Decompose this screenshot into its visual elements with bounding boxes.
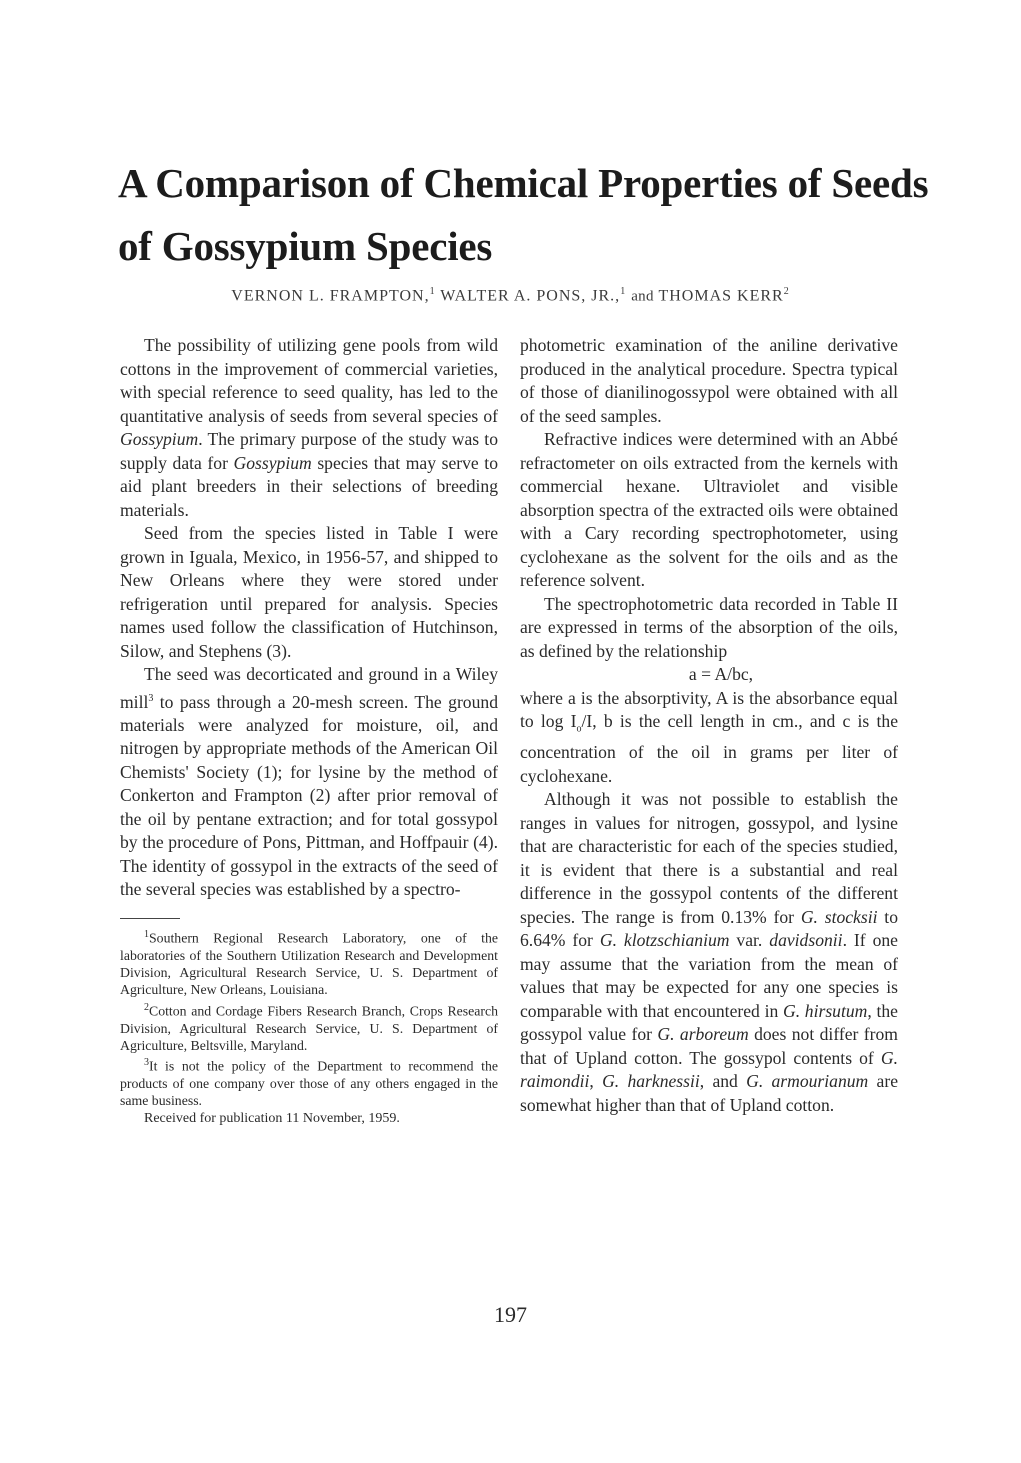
left-column xyxy=(120,334,498,1127)
body-paragraph: The seed was decorticated and ground in a Wiley mill$^3$ to pass through a 20-mesh screen. The ground materials were analyzed for moisture, oil, and nitrogen by appropriate methods of the American Oil Chemists' Society (1); for lysine by the method of Conkerton and Frampton (2) after prior removal of the oil by pentane extraction; and for total gossypol by the procedure of Pons, Pittman, and Hoffpauir (4). The identity of gossypol in the extracts of the seed of the several species was established by a spectro- xyxy=(120,664,498,900)
body-paragraph: Seed from the species listed in Table I were grown in Iguala, Mexico, in 1956-57, and shipped to New Orleans where they were stored under refrigeration until prepared for analysis. Species names used follow the classification of Hutchinson, Silow, and Stephens (3). xyxy=(120,523,498,661)
equation: a = A/bc, xyxy=(688,664,754,684)
footnote-marker: 1 xyxy=(429,286,436,297)
footnote-marker: 2 xyxy=(783,286,790,297)
footnote-3: $^3$It is not the policy of the Department to recommend the products of one company over those of any others engaged in the same business. xyxy=(120,1057,498,1109)
species-name: G. stocksii xyxy=(800,906,878,927)
body-paragraph: The possibility of utilizing gene pools from wild cottons in the improvement of commercial varieties, with special reference to seed quality, has led to the quantitative analysis of seeds from several species of Gossypium. The primary purpose of the study was to supply data for Gossypium species that may serve to aid plant breeders in their selections of breeding materials. xyxy=(120,335,498,520)
species-name: G. harknessii xyxy=(602,1071,700,1092)
author-kerr: THOMAS KERR xyxy=(658,287,784,305)
article-title: A Comparison of Chemical Properties of Seeds of Gossypium Species xyxy=(118,160,929,269)
variety-name: davidsonii xyxy=(769,930,843,951)
author-pons: WALTER A. PONS, JR., xyxy=(440,287,621,305)
species-name: G. klotzschianium xyxy=(599,930,730,951)
page-number: 197 xyxy=(494,1302,527,1327)
author-conjunction: and xyxy=(631,288,654,305)
body-paragraph: where a is the absorptivity, A is the absorbance equal to $\log I_o/I$, b is the cell length in cm., and c is the concentration of the oil in grams per liter of cyclohexane. xyxy=(520,687,899,786)
body-paragraph: Although it was not possible to establish the ranges in values for nitrogen, gossypol, and lysine that are characteristic for each of the species studied, it is evident that there is a substantial and real difference in the gossypol contents of the different species. The range is from 0.13% for G. stocksii to 6.64% for G. klotzschianium var. davidsonii. If one may assume that the variation from the mean of values that may be expected for any one species is comparable with that encountered in G. hirsutum, the gossypol value for G. arboreum does not differ from that of Upland cotton. The gossypol contents of G. raimondii, G. harknessii, and G. armourianum are somewhat higher than that of Upland cotton. xyxy=(520,789,899,1115)
footnote-marker: 1 xyxy=(620,286,627,297)
footnote-marker: 3 xyxy=(148,692,154,704)
genus-name: Gossypium xyxy=(233,452,312,473)
footnote-2: $^2$Cotton and Cordage Fibers Research Branch, Crops Research Division, Agricultural Research Service, U. S. Department of Agriculture, Beltsville, Maryland. xyxy=(120,1001,498,1053)
genus-name: Gossypium xyxy=(120,429,199,449)
species-name: G. armourianum xyxy=(746,1071,869,1092)
species-name: G. arboreum xyxy=(657,1024,749,1045)
received-date: Received for publication 11 November, 1959. xyxy=(144,1110,400,1126)
species-name: G. hirsutum xyxy=(782,1000,868,1021)
footnote-1: $^1$Southern Regional Research Laboratory, one of the laboratories of the Southern Utilization Research and Development Division, Agricultural Research Service, U. S. Department of Agriculture, New Orleans, Louisiana. xyxy=(120,928,498,998)
species-name: G. raimondii xyxy=(520,1047,898,1092)
body-paragraph: The spectrophotometric data recorded in Table II are expressed in terms of the absorption of the oils, as defined by the relationship xyxy=(520,593,898,661)
right-column xyxy=(520,334,898,1117)
author-frampton: VERNON L. FRAMPTON, xyxy=(231,287,430,305)
body-paragraph: photometric examination of the aniline derivative produced in the analytical procedure. Spectra typical of those of dianilinogossypol were obtained with all of the seed samples. xyxy=(520,335,898,426)
author-line xyxy=(0,286,1021,305)
body-paragraph: Refractive indices were determined with an Abbé refractometer on oils extracted from the kernels with commercial hexane. Ultraviolet and visible absorption spectra of the extracted oils were obtained with a Cary recording spectrophotometer, using cyclohexane as the solvent for the oils and as the reference solvent. xyxy=(520,429,898,590)
footnote-divider xyxy=(120,918,180,919)
